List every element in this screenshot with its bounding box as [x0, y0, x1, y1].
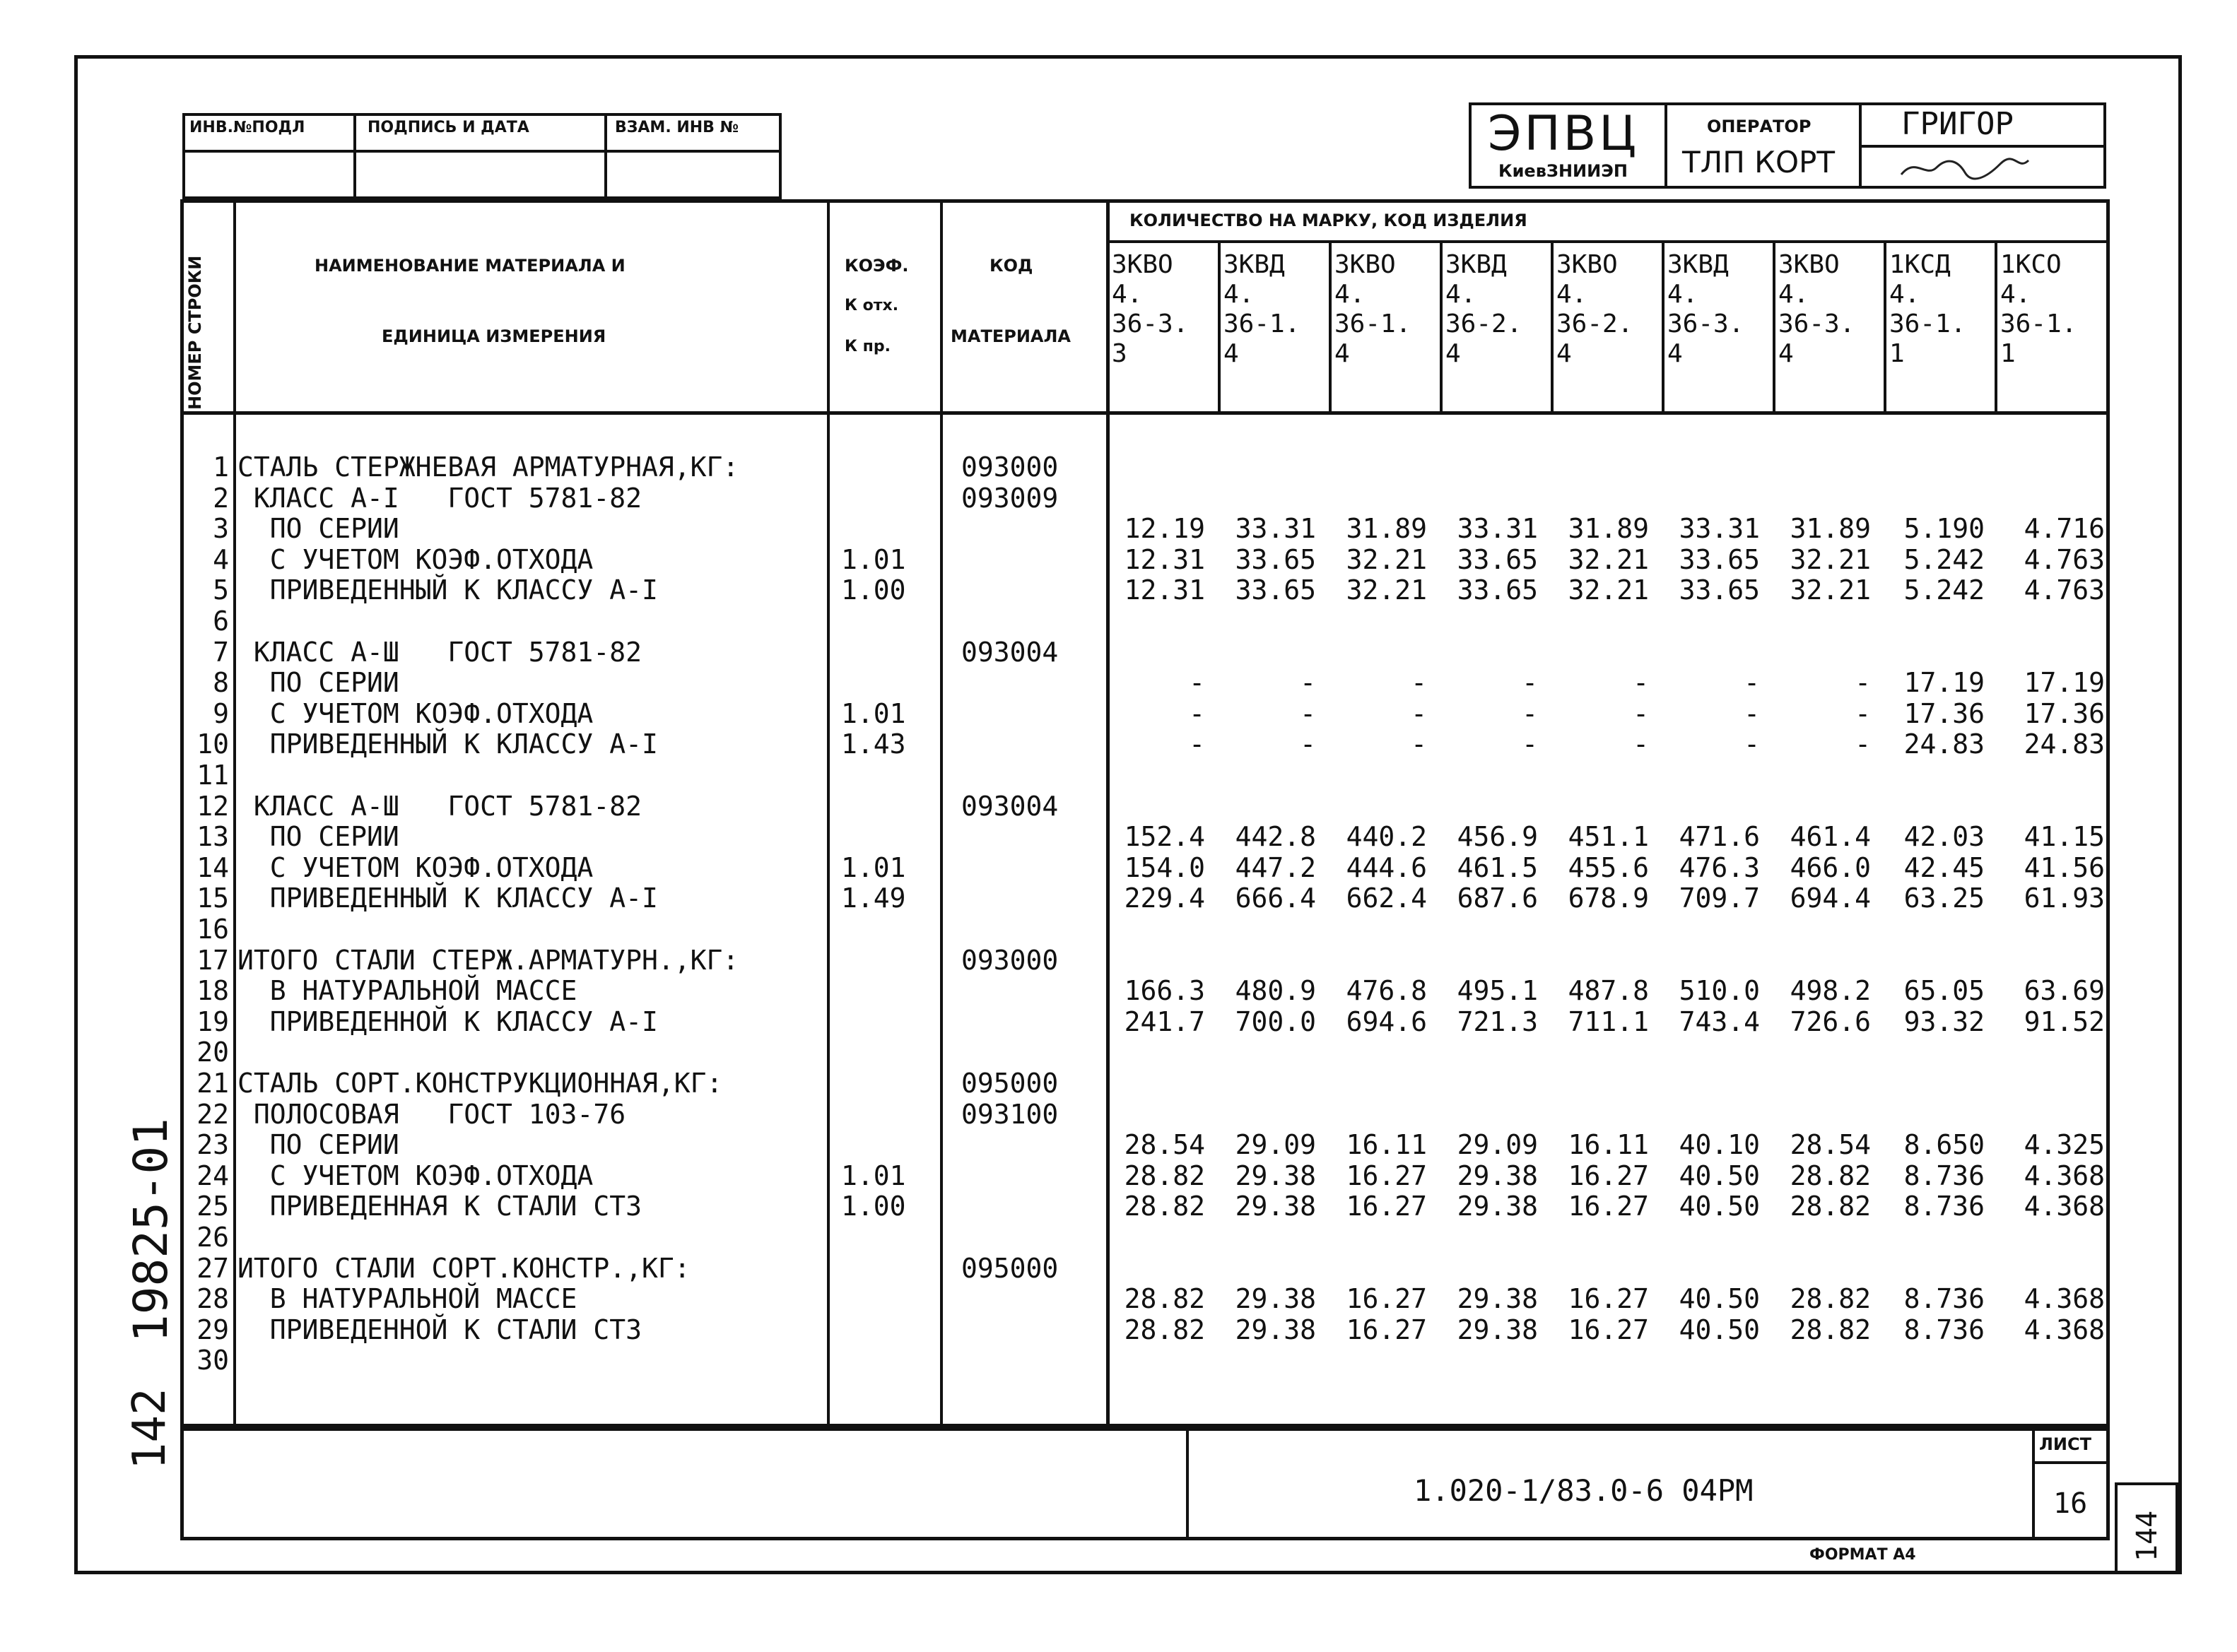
quantity-cell: 31.89	[1346, 513, 1427, 545]
quantity-cell: 709.7	[1679, 883, 1760, 914]
document-code: 1.020-1/83.0-6 04РМ	[1414, 1473, 1754, 1508]
quantity-cell: 91.52	[2024, 1005, 2105, 1037]
quantity-cell: 29.09	[1457, 1129, 1538, 1161]
quantity-cell: 229.4	[1124, 883, 1205, 914]
quantity-cell: -	[1411, 667, 1427, 699]
column-header-line: 4.	[2000, 280, 2031, 309]
quantity-cell: 16.27	[1568, 1283, 1649, 1315]
coefficient: 1.01	[841, 697, 906, 729]
quantity-cell: 24.83	[2024, 728, 2105, 760]
quantity-cell: 29.09	[1235, 1129, 1316, 1161]
material-name: СТАЛЬ СОРТ.КОНСТРУКЦИОННАЯ,КГ:	[237, 1068, 723, 1099]
quantity-cell: 16.11	[1346, 1129, 1427, 1161]
material-code: 093004	[961, 636, 1059, 668]
row-number: 19	[196, 1005, 229, 1037]
quantity-cell: 40.50	[1679, 1191, 1760, 1222]
quantity-cell: -	[1300, 728, 1316, 760]
column-header-line: 36-1.	[1223, 309, 1300, 338]
quantity-cell: 33.65	[1457, 543, 1538, 575]
quantity-cell: 29.38	[1235, 1160, 1316, 1191]
column-header-line: 3КВД	[1223, 250, 1285, 279]
row-number: 14	[196, 851, 229, 883]
row-number: 23	[196, 1129, 229, 1161]
quantity-cell: 31.89	[1568, 513, 1649, 545]
column-header-line: 36-3.	[1667, 309, 1744, 338]
column-header-line: 4.	[1334, 280, 1366, 309]
quantity-cell: 16.27	[1346, 1191, 1427, 1222]
material-name: ПРИВЕДЕННЫЙ К КЛАССУ А-I	[237, 728, 658, 760]
coefficient: 1.49	[841, 883, 906, 914]
column-header-line: 4.	[1112, 280, 1143, 309]
name-header-line2: ЕДИНИЦА ИЗМЕРЕНИЯ	[382, 326, 606, 346]
material-name: КЛАСС А-Ш ГОСТ 5781-82	[237, 636, 642, 668]
material-name: ПО СЕРИИ	[237, 667, 399, 699]
material-name: ПРИВЕДЕННОЙ К СТАЛИ СТЗ	[237, 1314, 642, 1345]
material-name: ПРИВЕДЕННЫЙ К КЛАССУ А-I	[237, 883, 658, 914]
quantity-cell: -	[1633, 728, 1649, 760]
quantity-cell: 33.31	[1679, 513, 1760, 545]
column-header-line: 4.	[1778, 280, 1809, 309]
quantity-cell: 8.736	[1903, 1283, 1985, 1315]
coefficient: 1.01	[841, 543, 906, 575]
quantity-cell: 461.5	[1457, 851, 1538, 883]
quantity-cell: -	[1411, 697, 1427, 729]
code-header-line2: МАТЕРИАЛА	[951, 326, 1071, 346]
material-name: ИТОГО СТАЛИ СТЕРЖ.АРМАТУРН.,КГ:	[237, 944, 739, 976]
row-number: 26	[196, 1222, 229, 1253]
quantity-cell: -	[1633, 667, 1649, 699]
quantity-cell: 687.6	[1457, 883, 1538, 914]
quantity-cell: -	[1855, 728, 1871, 760]
margin-doc-number: 19825-01	[124, 1118, 178, 1343]
quantity-cell: -	[1744, 697, 1760, 729]
quantity-cell: 5.242	[1903, 543, 1985, 575]
quantity-cell: 40.50	[1679, 1314, 1760, 1345]
org-logo: ЭПВЦ	[1488, 106, 1640, 162]
column-header-line: 3	[1112, 339, 1127, 368]
column-header-line: 1КСД	[1889, 250, 1951, 279]
coefficient: 1.00	[841, 574, 906, 606]
material-code: 093000	[961, 944, 1059, 976]
quantity-cell: 29.38	[1457, 1314, 1538, 1345]
quantity-cell: 28.54	[1790, 1129, 1871, 1161]
margin-page-number: 142	[124, 1388, 176, 1470]
material-code: 093004	[961, 790, 1059, 822]
quantity-cell: 32.21	[1568, 543, 1649, 575]
quantity-cell: 16.27	[1568, 1191, 1649, 1222]
column-header-line: 36-2.	[1556, 309, 1633, 338]
quantity-cell: 154.0	[1124, 851, 1205, 883]
material-code: 093100	[961, 1098, 1059, 1130]
quantity-cell: 28.54	[1124, 1129, 1205, 1161]
coef-header-line3: К пр.	[845, 338, 891, 355]
column-header-line: 36-1.	[1334, 309, 1411, 338]
column-header-line: 3КВО	[1556, 250, 1618, 279]
quantity-cell: 40.50	[1679, 1283, 1760, 1315]
column-header-line: 36-3.	[1112, 309, 1189, 338]
material-name: ПРИВЕДЕННЫЙ К КЛАССУ А-I	[237, 574, 658, 606]
quantity-cell: 12.31	[1124, 574, 1205, 606]
material-name: КЛАСС А-I ГОСТ 5781-82	[237, 482, 642, 514]
quantity-cell: 24.83	[1903, 728, 1985, 760]
quantity-cell: 4.763	[2024, 574, 2105, 606]
quantity-cell: 31.89	[1790, 513, 1871, 545]
row-number: 5	[213, 574, 229, 606]
material-name: ПРИВЕДЕННАЯ К СТАЛИ СТЗ	[237, 1191, 642, 1222]
quantity-cell: 662.4	[1346, 883, 1427, 914]
column-header-line: 4	[1667, 339, 1683, 368]
material-name: ПРИВЕДЕННОЙ К КЛАССУ А-I	[237, 1005, 658, 1037]
quantity-cell: 461.4	[1790, 821, 1871, 853]
row-number: 21	[196, 1068, 229, 1099]
material-code: 095000	[961, 1252, 1059, 1284]
coefficient: 1.01	[841, 1160, 906, 1191]
column-header-line: 36-3.	[1778, 309, 1855, 338]
quantity-cell: 4.716	[2024, 513, 2105, 545]
row-number: 27	[196, 1252, 229, 1284]
quantity-cell: 4.368	[2024, 1283, 2105, 1315]
quantity-cell: 241.7	[1124, 1005, 1205, 1037]
quantity-cell: -	[1744, 728, 1760, 760]
material-code: 093009	[961, 482, 1059, 514]
quantity-cell: 28.82	[1124, 1160, 1205, 1191]
quantity-cell: 17.19	[2024, 667, 2105, 699]
quantity-cell: 480.9	[1235, 975, 1316, 1007]
column-header-line: 1	[2000, 339, 2016, 368]
row-number: 18	[196, 975, 229, 1007]
quantity-cell: 33.65	[1679, 574, 1760, 606]
quantity-cell: 28.82	[1124, 1283, 1205, 1315]
quantity-cell: 726.6	[1790, 1005, 1871, 1037]
stamp-replace-label: ВЗАМ. ИНВ №	[615, 119, 739, 136]
row-number: 9	[213, 697, 229, 729]
quantity-cell: 12.19	[1124, 513, 1205, 545]
quantity-cell: 32.21	[1568, 574, 1649, 606]
row-number: 6	[213, 606, 229, 637]
quantity-cell: 466.0	[1790, 851, 1871, 883]
quantity-cell: 42.45	[1903, 851, 1985, 883]
quantity-cell: 17.19	[1903, 667, 1985, 699]
quantity-cell: 8.736	[1903, 1191, 1985, 1222]
quantity-cell: 28.82	[1124, 1314, 1205, 1345]
quantity-cell: 16.27	[1568, 1160, 1649, 1191]
quantity-cell: 711.1	[1568, 1005, 1649, 1037]
coef-header-line2: К отх.	[845, 297, 899, 314]
column-header-line: 1КСО	[2000, 250, 2062, 279]
row-number: 17	[196, 944, 229, 976]
signer-name: ГРИГОР	[1901, 106, 2014, 142]
column-header-line: 4	[1778, 339, 1794, 368]
quantity-cell: 93.32	[1903, 1005, 1985, 1037]
row-number: 1	[213, 452, 229, 483]
quantity-cell: 694.6	[1346, 1005, 1427, 1037]
row-number: 28	[196, 1283, 229, 1315]
column-header-line: 36-2.	[1445, 309, 1522, 338]
row-number: 3	[213, 513, 229, 545]
quantity-cell: 29.38	[1235, 1314, 1316, 1345]
quantity-cell: 33.65	[1235, 543, 1316, 575]
material-name: ПО СЕРИИ	[237, 1129, 399, 1161]
stamp-inv-label: ИНВ.№ПОДЛ	[189, 119, 305, 136]
material-name: ПОЛОСОВАЯ ГОСТ 103-76	[237, 1098, 626, 1130]
quantity-cell: 447.2	[1235, 851, 1316, 883]
column-header-line: 1	[1889, 339, 1905, 368]
quantity-cell: -	[1855, 667, 1871, 699]
quantity-cell: 28.82	[1124, 1191, 1205, 1222]
quantity-cell: 32.21	[1346, 543, 1427, 575]
quantity-cell: 442.8	[1235, 821, 1316, 853]
column-header-line: 4	[1445, 339, 1461, 368]
row-number: 8	[213, 667, 229, 699]
column-header-line: 3КВО	[1334, 250, 1396, 279]
quantity-cell: 32.21	[1790, 543, 1871, 575]
material-name: В НАТУРАЛЬНОЙ МАССЕ	[237, 1283, 577, 1315]
material-name: СТАЛЬ СТЕРЖНЕВАЯ АРМАТУРНАЯ,КГ:	[237, 452, 739, 483]
quantity-cell: 41.56	[2024, 851, 2105, 883]
quantity-cell: 16.11	[1568, 1129, 1649, 1161]
handwritten-signature	[1894, 150, 2036, 189]
column-header-line: 4.	[1889, 280, 1920, 309]
name-header-line1: НАИМЕНОВАНИЕ МАТЕРИАЛА И	[315, 256, 626, 276]
column-header-line: 3КВД	[1667, 250, 1729, 279]
quantity-cell: 455.6	[1568, 851, 1649, 883]
quantity-cell: -	[1189, 697, 1205, 729]
quantity-cell: 33.31	[1235, 513, 1316, 545]
quantity-cell: 28.82	[1790, 1283, 1871, 1315]
quantity-cell: 16.27	[1568, 1314, 1649, 1345]
quantity-cell: 498.2	[1790, 975, 1871, 1007]
quantity-cell: -	[1300, 697, 1316, 729]
row-number: 13	[196, 821, 229, 853]
quantity-cell: 33.31	[1457, 513, 1538, 545]
quantity-cell: 63.69	[2024, 975, 2105, 1007]
quantity-cell: -	[1855, 697, 1871, 729]
row-number: 30	[196, 1345, 229, 1376]
quantity-cell: 29.38	[1457, 1283, 1538, 1315]
material-code: 095000	[961, 1068, 1059, 1099]
quantity-cell: 456.9	[1457, 821, 1538, 853]
quantity-cell: 152.4	[1124, 821, 1205, 853]
quantity-cell: 487.8	[1568, 975, 1649, 1007]
quantity-cell: 33.65	[1235, 574, 1316, 606]
quantity-cell: 4.763	[2024, 543, 2105, 575]
quantity-cell: 17.36	[2024, 697, 2105, 729]
quantity-cell: 29.38	[1457, 1191, 1538, 1222]
quantity-cell: 4.368	[2024, 1191, 2105, 1222]
quantity-cell: 61.93	[2024, 883, 2105, 914]
quantity-cell: -	[1189, 728, 1205, 760]
quantity-cell: 16.27	[1346, 1314, 1427, 1345]
quantity-cell: 32.21	[1346, 574, 1427, 606]
stamp-sign-label: ПОДПИСЬ И ДАТА	[368, 119, 529, 136]
format-label: ФОРМАТ А4	[1809, 1546, 1916, 1564]
row-number-header: НОМЕР СТРОКИ	[185, 255, 205, 410]
quantity-cell: 4.325	[2024, 1129, 2105, 1161]
quantity-cell: 678.9	[1568, 883, 1649, 914]
column-header-line: 36-1.	[2000, 309, 2077, 338]
column-header-line: 4.	[1223, 280, 1255, 309]
material-name: КЛАСС А-Ш ГОСТ 5781-82	[237, 790, 642, 822]
material-name: С УЧЕТОМ КОЭФ.ОТХОДА	[237, 697, 594, 729]
column-header-line: 4.	[1445, 280, 1476, 309]
quantity-cell: 444.6	[1346, 851, 1427, 883]
quantity-cell: 16.27	[1346, 1283, 1427, 1315]
quantity-cell: 32.21	[1790, 574, 1871, 606]
quantity-cell: 471.6	[1679, 821, 1760, 853]
material-name: С УЧЕТОМ КОЭФ.ОТХОДА	[237, 851, 594, 883]
quantity-cell: 166.3	[1124, 975, 1205, 1007]
quantity-cell: -	[1522, 667, 1538, 699]
row-number: 2	[213, 482, 229, 514]
column-header-line: 3КВО	[1778, 250, 1840, 279]
quantity-cell: 41.15	[2024, 821, 2105, 853]
quantity-cell: 28.82	[1790, 1191, 1871, 1222]
quantity-cell: 451.1	[1568, 821, 1649, 853]
quantity-cell: -	[1522, 697, 1538, 729]
column-header-line: 4	[1334, 339, 1350, 368]
quantity-cell: 29.38	[1457, 1160, 1538, 1191]
quantity-cell: 12.31	[1124, 543, 1205, 575]
material-name: С УЧЕТОМ КОЭФ.ОТХОДА	[237, 1160, 594, 1191]
row-number: 16	[196, 914, 229, 945]
quantity-cell: -	[1522, 728, 1538, 760]
quantity-cell: 28.82	[1790, 1314, 1871, 1345]
quantity-cell: 5.190	[1903, 513, 1985, 545]
quantity-cell: 40.50	[1679, 1160, 1760, 1191]
quantity-cell: -	[1189, 667, 1205, 699]
material-name: В НАТУРАЛЬНОЙ МАССЕ	[237, 975, 577, 1007]
material-name: С УЧЕТОМ КОЭФ.ОТХОДА	[237, 543, 594, 575]
column-header-line: 36-1.	[1889, 309, 1966, 338]
column-header-line: 4.	[1556, 280, 1587, 309]
quantity-cell: 33.65	[1679, 543, 1760, 575]
material-name: ПО СЕРИИ	[237, 821, 399, 853]
column-header-line: 4.	[1667, 280, 1698, 309]
material-code: 093000	[961, 452, 1059, 483]
quantity-cell: 29.38	[1235, 1191, 1316, 1222]
sheet-label: ЛИСТ	[2039, 1434, 2092, 1454]
quantity-cell: 17.36	[1903, 697, 1985, 729]
row-number: 29	[196, 1314, 229, 1345]
quantity-cell: 29.38	[1235, 1283, 1316, 1315]
quantity-cell: 4.368	[2024, 1160, 2105, 1191]
row-number: 11	[196, 760, 229, 791]
quantity-cell: 5.242	[1903, 574, 1985, 606]
row-number: 20	[196, 1037, 229, 1068]
quantity-cell: 476.3	[1679, 851, 1760, 883]
coef-header-line1: КОЭФ.	[845, 256, 909, 276]
quantity-cell: 694.4	[1790, 883, 1871, 914]
quantity-cell: 8.736	[1903, 1160, 1985, 1191]
quantity-cell: 40.10	[1679, 1129, 1760, 1161]
quantity-cell: 63.25	[1903, 883, 1985, 914]
quantity-cell: 440.2	[1346, 821, 1427, 853]
quantity-cell: 42.03	[1903, 821, 1985, 853]
row-number: 15	[196, 883, 229, 914]
quantity-cell: -	[1633, 697, 1649, 729]
qty-header: КОЛИЧЕСТВО НА МАРКУ, КОД ИЗДЕЛИЯ	[1129, 211, 1527, 230]
quantity-cell: -	[1744, 667, 1760, 699]
operator-value: ТЛП КОРТ	[1682, 145, 1836, 179]
row-number: 7	[213, 636, 229, 668]
org-subtitle: КиевЗНИИЭП	[1498, 161, 1628, 181]
footer-block	[180, 1427, 2110, 1540]
quantity-cell: -	[1300, 667, 1316, 699]
quantity-cell: 65.05	[1903, 975, 1985, 1007]
quantity-cell: 721.3	[1457, 1005, 1538, 1037]
quantity-cell: 28.82	[1790, 1160, 1871, 1191]
material-name: ИТОГО СТАЛИ СОРТ.КОНСТР.,КГ:	[237, 1252, 691, 1284]
row-number: 25	[196, 1191, 229, 1222]
quantity-cell: -	[1411, 728, 1427, 760]
quantity-cell: 33.65	[1457, 574, 1538, 606]
operator-label: ОПЕРАТОР	[1707, 117, 1812, 136]
quantity-cell: 476.8	[1346, 975, 1427, 1007]
quantity-cell: 16.27	[1346, 1160, 1427, 1191]
row-number: 10	[196, 728, 229, 760]
row-number: 4	[213, 543, 229, 575]
row-number: 22	[196, 1098, 229, 1130]
column-header-line: 3КВО	[1112, 250, 1173, 279]
column-header-line: 4	[1223, 339, 1239, 368]
coefficient: 1.43	[841, 728, 906, 760]
row-number: 24	[196, 1160, 229, 1191]
column-header-line: 4	[1556, 339, 1572, 368]
material-name: ПО СЕРИИ	[237, 513, 399, 545]
quantity-cell: 666.4	[1235, 883, 1316, 914]
coefficient: 1.01	[841, 851, 906, 883]
quantity-cell: 700.0	[1235, 1005, 1316, 1037]
side-number: 144	[2131, 1510, 2163, 1562]
quantity-cell: 510.0	[1679, 975, 1760, 1007]
column-header-line: 3КВД	[1445, 250, 1507, 279]
quantity-cell: 4.368	[2024, 1314, 2105, 1345]
quantity-cell: 743.4	[1679, 1005, 1760, 1037]
quantity-cell: 8.736	[1903, 1314, 1985, 1345]
row-number: 12	[196, 790, 229, 822]
coefficient: 1.00	[841, 1191, 906, 1222]
code-header-line1: КОД	[990, 256, 1033, 276]
quantity-cell: 495.1	[1457, 975, 1538, 1007]
quantity-cell: 8.650	[1903, 1129, 1985, 1161]
sheet-number: 16	[2053, 1487, 2088, 1520]
